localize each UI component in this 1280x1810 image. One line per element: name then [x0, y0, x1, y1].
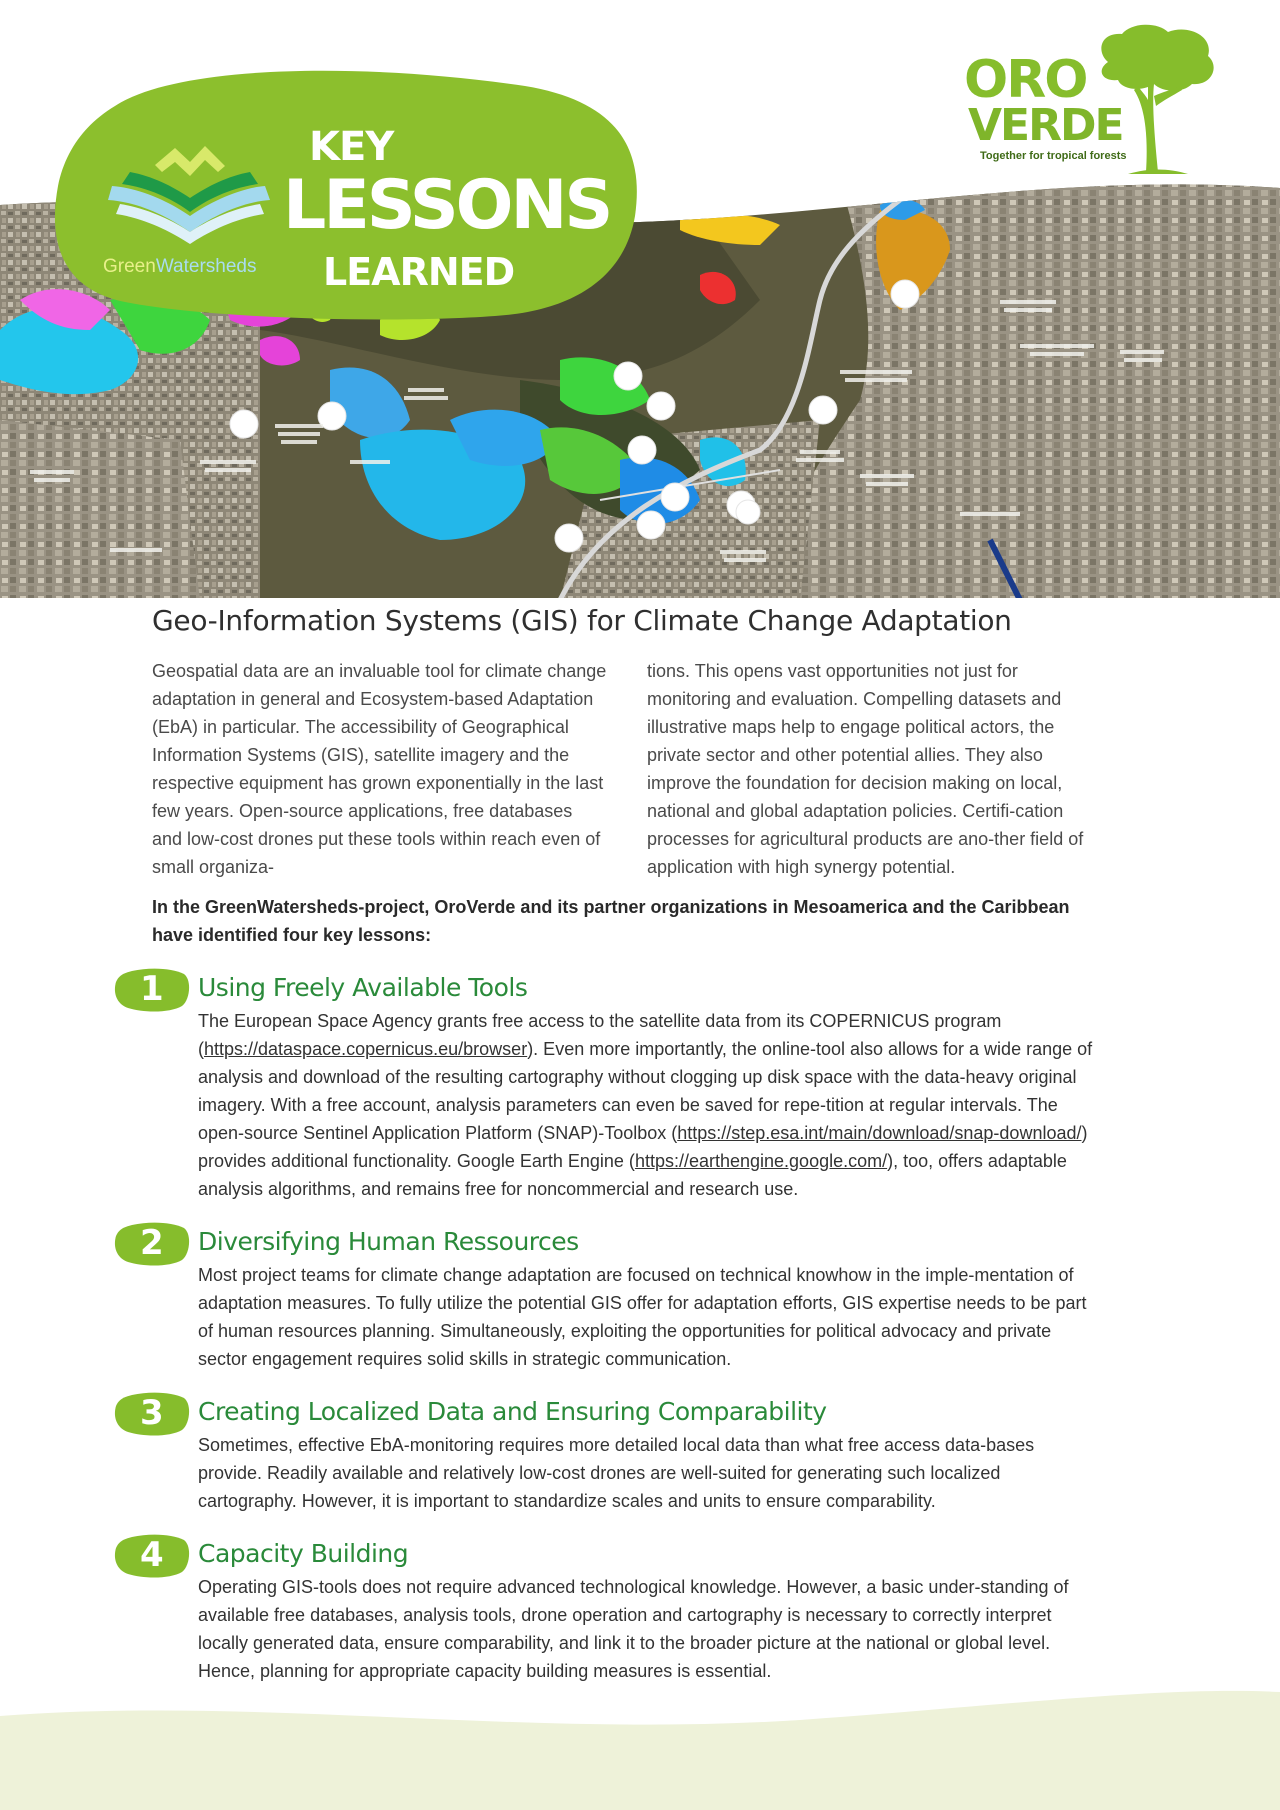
lesson-number-badge — [114, 968, 190, 1012]
snap-download-link[interactable]: https://step.esa.int/main/download/snap-download/ — [677, 1123, 1082, 1143]
earth-engine-link[interactable]: https://earthengine.google.com/ — [634, 1151, 888, 1171]
logo-text-watersheds: Watersheds — [155, 256, 257, 277]
lesson-text — [198, 1007, 1102, 1203]
lesson-title: Diversifying Human Ressources — [198, 1227, 579, 1256]
badge-learned-text: LEARNED — [323, 250, 515, 294]
intro-columns — [152, 657, 1102, 881]
main-content — [140, 604, 1102, 1685]
lesson-title: Using Freely Available Tools — [198, 973, 528, 1002]
page-title: Geo-Information Systems (GIS) for Climate Change Adaptation — [152, 604, 1012, 637]
lesson-text-part: ), too, offers adaptable analysis algorithms, and remains free for noncommercial and research use. — [198, 1151, 1067, 1199]
lesson-text: Sometimes, effective EbA-monitoring requires more detailed local data than what free access data-bases provide. Readily available and relatively low-cost drones are well-suited for generating such localized cartography. However, it is important to standardize scales and units to ensure comparability. — [198, 1435, 1035, 1511]
greenwatersheds-logo-text — [103, 256, 256, 278]
lesson-text: Most project teams for climate change adaptation are focused on technical knowhow in the imple-mentation of adaptation measures. To fully utilize the potential GIS offer for adaptation efforts, GIS expertise needs to be part of human resources planning. Simultaneously, exploiting the opportunities for political advocacy and private sector engagement requires solid skills in strategic communication. — [198, 1265, 1087, 1369]
copernicus-link[interactable]: https://dataspace.copernicus.eu/browser — [204, 1039, 528, 1059]
lesson-number-badge — [114, 1222, 190, 1266]
logo-verde-text: VERDE — [968, 100, 1123, 151]
greenwatersheds-logo-icon — [100, 140, 270, 250]
lesson-text-part: ). Even more importantly, the online-tool also allows for a wide range of analysis and download of the resulting cartography without clogging up disk space with the data-heavy original imagery. With a free account, analysis parameters can even be saved for repe-tition at regular intervals. The open-source Sentinel Application Platform (SNAP)-Toolbox ( — [198, 1039, 1093, 1143]
badge-lessons-text: LESSONS — [283, 166, 611, 245]
lesson-text: Operating GIS-tools does not require advanced technological knowledge. However, a basic under-standing of available free databases, analysis tools, drone operation and cartography is necessary to correctly interpret locally generated data, ensure comparability, and link it to the broader picture at the national or global level. Hence, planning for appropriate capacity building measures is essential. — [198, 1577, 1069, 1681]
logo-tagline: Together for tropical forests — [980, 150, 1127, 162]
lesson-title: Creating Localized Data and Ensuring Comparability — [198, 1397, 827, 1426]
logo-oro-text: ORO — [964, 50, 1087, 110]
lesson-4 — [140, 1535, 1102, 1685]
lesson-number: 4 — [140, 1535, 163, 1575]
lesson-number-badge — [114, 1534, 190, 1578]
lesson-number: 2 — [140, 1223, 163, 1263]
oroverde-logo — [960, 22, 1220, 178]
lesson-number-badge — [114, 1392, 190, 1436]
lesson-2 — [140, 1223, 1102, 1373]
lesson-3 — [140, 1393, 1102, 1515]
badge-key-text: KEY — [309, 124, 394, 170]
header-map-banner — [0, 0, 1280, 600]
lead-paragraph: In the GreenWatersheds-project, OroVerde and its partner organizations in Mesoamerica and the Caribbean have identified four key lessons: — [152, 897, 1070, 945]
key-lessons-badge — [55, 66, 640, 322]
lesson-title: Capacity Building — [198, 1539, 409, 1568]
intro-right-column: tions. This opens vast opportunities not just for monitoring and evaluation. Compelling datasets and illustrative maps help to engage political actors, the private sector and other potential allies. They also improve the foundation for decision making on local, national and global adaptation policies. Certifi-cation processes for agricultural products are ano-ther field of application with high synergy potential. — [647, 661, 1084, 877]
footer-wave-decoration — [0, 1676, 1280, 1810]
lesson-text-part: ) provides additional functionality. Google Earth Engine ( — [198, 1123, 1088, 1171]
lesson-number: 3 — [140, 1393, 163, 1433]
lesson-number: 1 — [140, 969, 163, 1009]
lesson-text-part: The European Space Agency grants free access to the satellite data from its COPERNICUS program ( — [198, 1011, 1002, 1059]
logo-text-green: Green — [103, 256, 156, 277]
lesson-1 — [140, 969, 1102, 1203]
intro-left-column: Geospatial data are an invaluable tool for climate change adaptation in general and Ecosystem-based Adaptation (EbA) in particular. The accessibility of Geographical Information Systems (GIS), satellite imagery and the respective equipment has grown exponentially in the last few years. Open-source applications, free databases and low-cost drones put these tools within reach even of small organiza- — [152, 661, 607, 877]
